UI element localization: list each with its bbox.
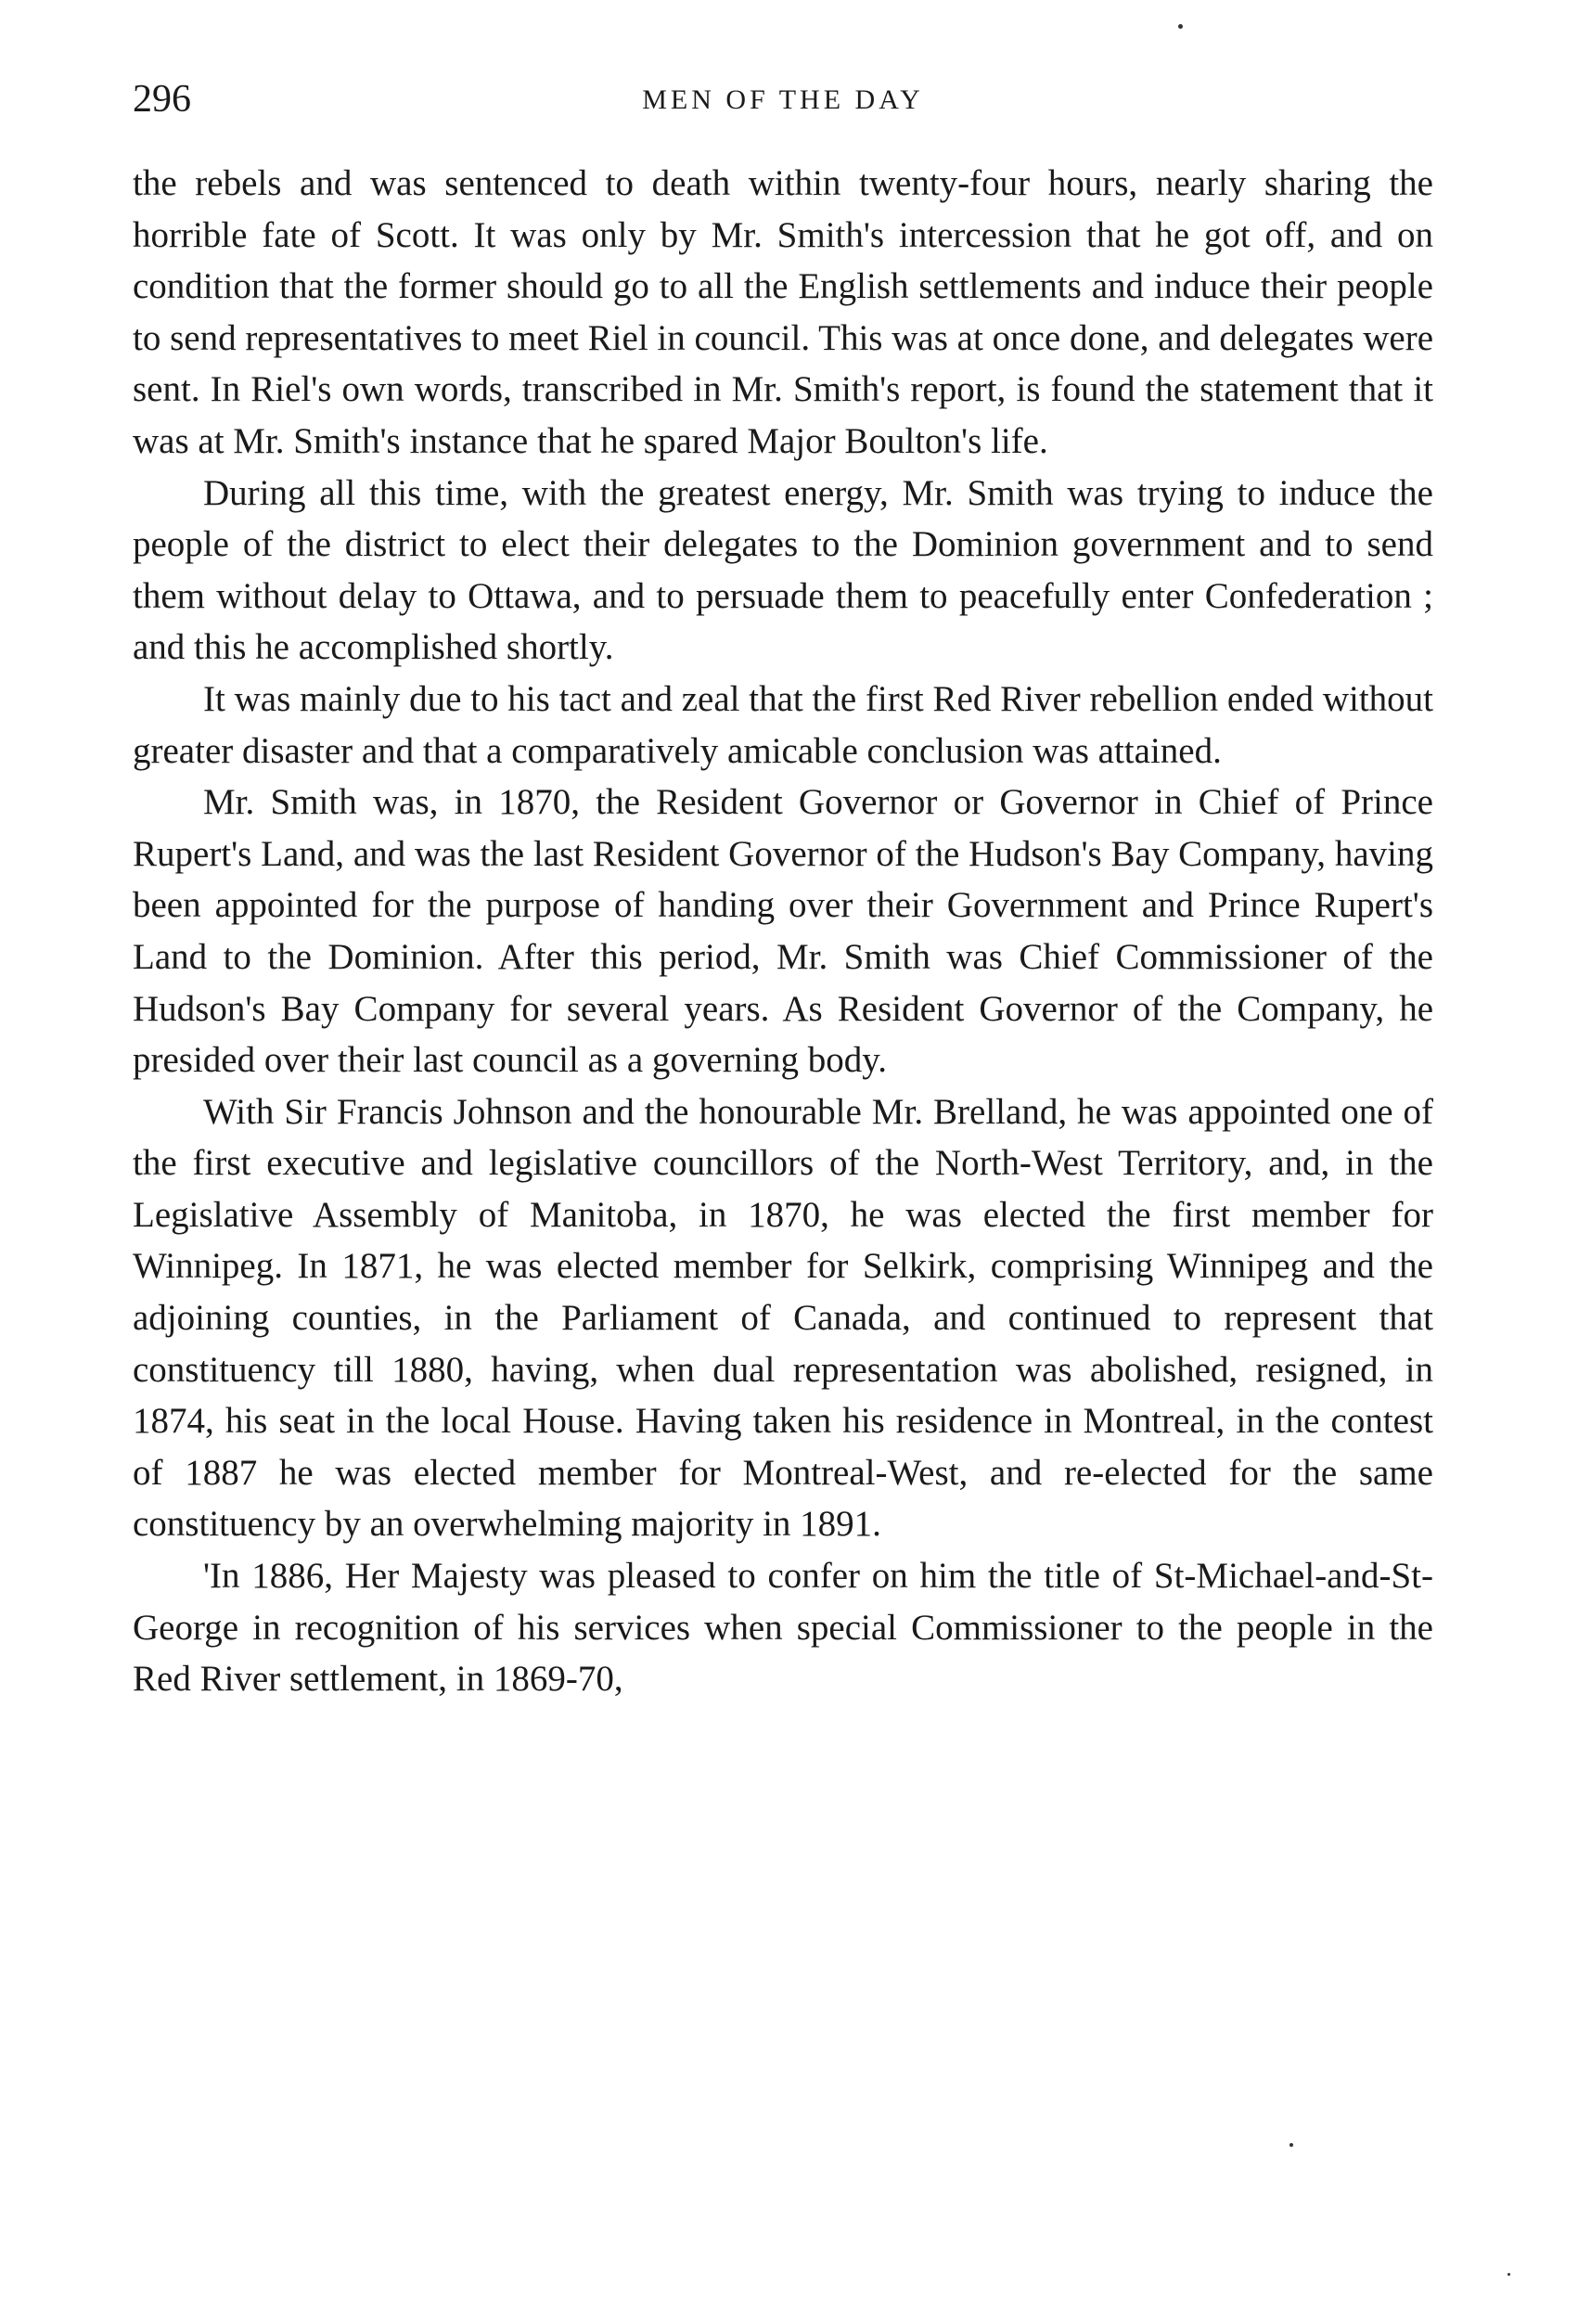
paragraph: Mr. Smith was, in 1870, the Resident Governor or Governor in Chief of Prince Rupert's Land, and was the last Resident Governor of the Hudson's Bay Company, having been appointed for the purpose of handing over their Government and Prince Rupert's Land to the Dominion. After this period, Mr. Smith was Chief Commissioner of the Hudson's Bay Company for several years. As Resident Governor of the Company, he presided over their last council as a governing body. [133, 782, 1433, 1081]
paragraph: It was mainly due to his tact and zeal that the first Red River rebellion ended without greater disaster and that a comparatively amicable conclusion was attained. [133, 678, 1433, 771]
running-title: MEN OF THE DAY [642, 84, 924, 115]
scan-speck [1178, 24, 1183, 29]
paragraph: 'In 1886, Her Majesty was pleased to confer on him the title of St-Michael-and-St-George in recognition of his services when special Commissioner to the people in the Red River settlement, in 1869-70, [133, 1556, 1433, 1700]
paragraph: With Sir Francis Johnson and the honourable Mr. Brelland, he was appointed one of the first executive and legislative councillors of the North-West Territory, and, in the Legislative Assembly of Manitoba, in 1870, he was elected the first member for Winnipeg. In 1871, he was elected member for Selkirk, comprising Winnipeg and the adjoining counties, in the Parliament of Canada, and continued to represent that constituency till 1880, having, when dual representation was abolished, resigned, in 1874, his seat in the local House. Having taken his residence in Montreal, in the contest of 1887 he was elected member for Montreal-West, and re-elected for the same constituency by an overwhelming majority in 1891. [133, 1091, 1433, 1545]
running-head [133, 76, 1433, 122]
paragraph-continuation: the rebels and was sentenced to death within twenty-four hours, nearly sharing the horrible fate of Scott. It was only by Mr. Smith's intercession that he got off, and on condition that the former should go to all the English settlements and induce their people to send representatives to meet Riel in council. This was at once done, and delegates were sent. In Riel's own words, transcribed in Mr. Smith's report, is found the statement that it was at Mr. Smith's instance that he spared Major Boulton's life. [133, 163, 1433, 461]
body-text [133, 158, 1433, 1705]
paragraph: During all this time, with the greatest energy, Mr. Smith was trying to induce the people of the district to elect their delegates to the Dominion government and to send them without delay to Ottawa, and to persuade them to peacefully enter Confederation ; and this he accomplished shortly. [133, 472, 1433, 668]
scan-speck [1289, 2143, 1293, 2147]
scan-speck [1507, 2273, 1510, 2276]
page-number: 296 [133, 78, 191, 121]
